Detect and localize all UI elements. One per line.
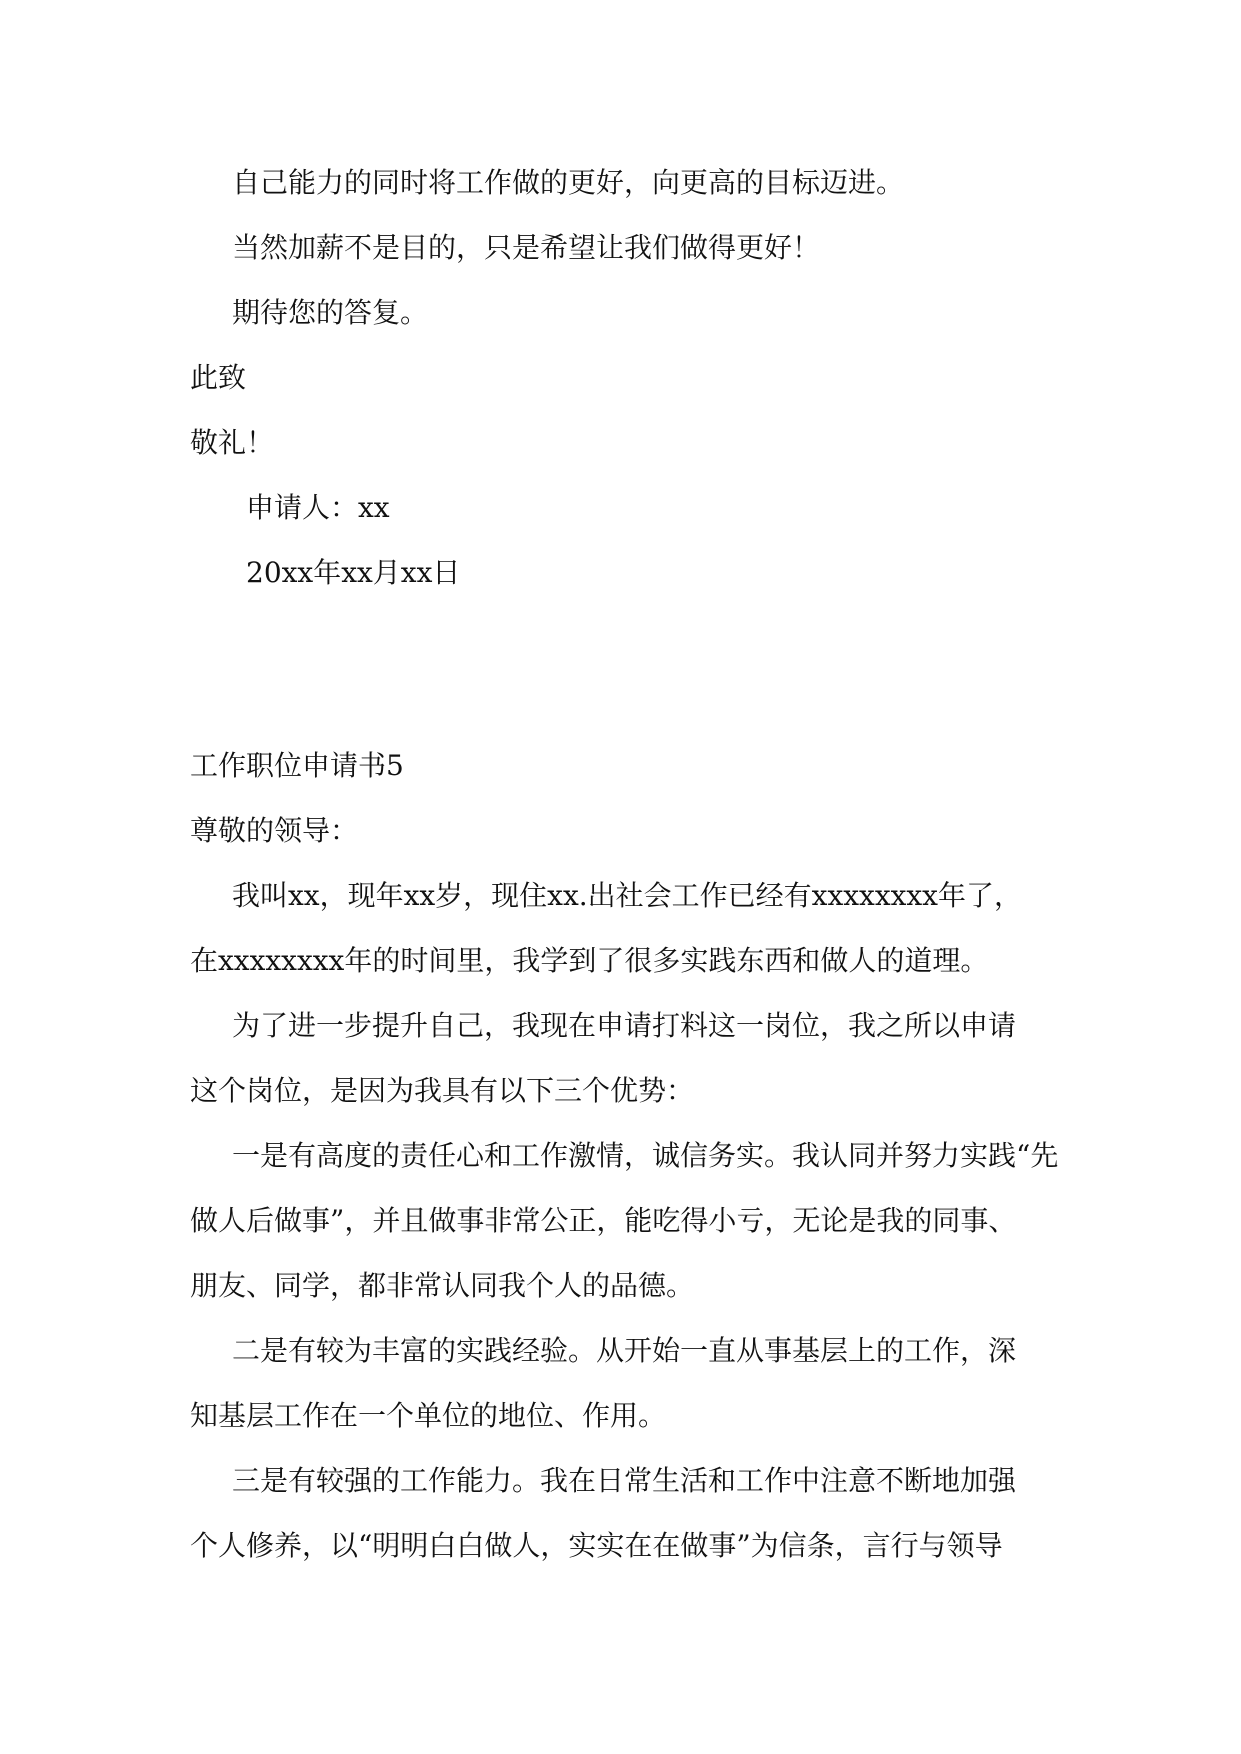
paragraph-line: 这个岗位，是因为我具有以下三个优势： — [190, 1074, 695, 1107]
paragraph-line: 二是有较为丰富的实践经验。从开始一直从事基层上的工作，深 — [232, 1334, 1017, 1367]
closing-line: 此致 — [190, 361, 247, 394]
paragraph-line: 在xxxxxxxx年的时间里，我学到了很多实践东西和做人的道理。 — [190, 944, 989, 977]
paragraph-line: 三是有较强的工作能力。我在日常生活和工作中注意不断地加强 — [232, 1464, 1017, 1497]
salutation: 尊敬的领导： — [190, 814, 359, 847]
paragraph-line: 自己能力的同时将工作做的更好，向更高的目标迈进。 — [232, 166, 905, 199]
paragraph-line: 知基层工作在一个单位的地位、作用。 — [190, 1399, 667, 1432]
section-title: 工作职位申请书5 — [190, 749, 404, 782]
letter-date: 20xx年xx月xx日 — [246, 556, 461, 589]
paragraph-line: 朋友、同学，都非常认同我个人的品德。 — [190, 1269, 695, 1302]
paragraph-line: 我叫xx，现年xx岁，现住xx.出社会工作已经有xxxxxxxx年了， — [232, 879, 1022, 912]
paragraph-line: 一是有高度的责任心和工作激情，诚信务实。我认同并努力实践“先 — [232, 1139, 1059, 1172]
paragraph-line: 个人修养，以“明明白白做人，实实在在做事”为信条，言行与领导 — [190, 1529, 1003, 1562]
paragraph-line: 期待您的答复。 — [232, 296, 429, 329]
paragraph-line: 当然加薪不是目的，只是希望让我们做得更好！ — [232, 231, 821, 264]
paragraph-line: 为了进一步提升自己，我现在申请打料这一岗位，我之所以申请 — [232, 1009, 1017, 1042]
applicant-signature: 申请人：xx — [246, 491, 390, 524]
closing-line: 敬礼！ — [190, 426, 275, 459]
paragraph-line: 做人后做事”，并且做事非常公正，能吃得小亏，无论是我的同事、 — [190, 1204, 1017, 1237]
